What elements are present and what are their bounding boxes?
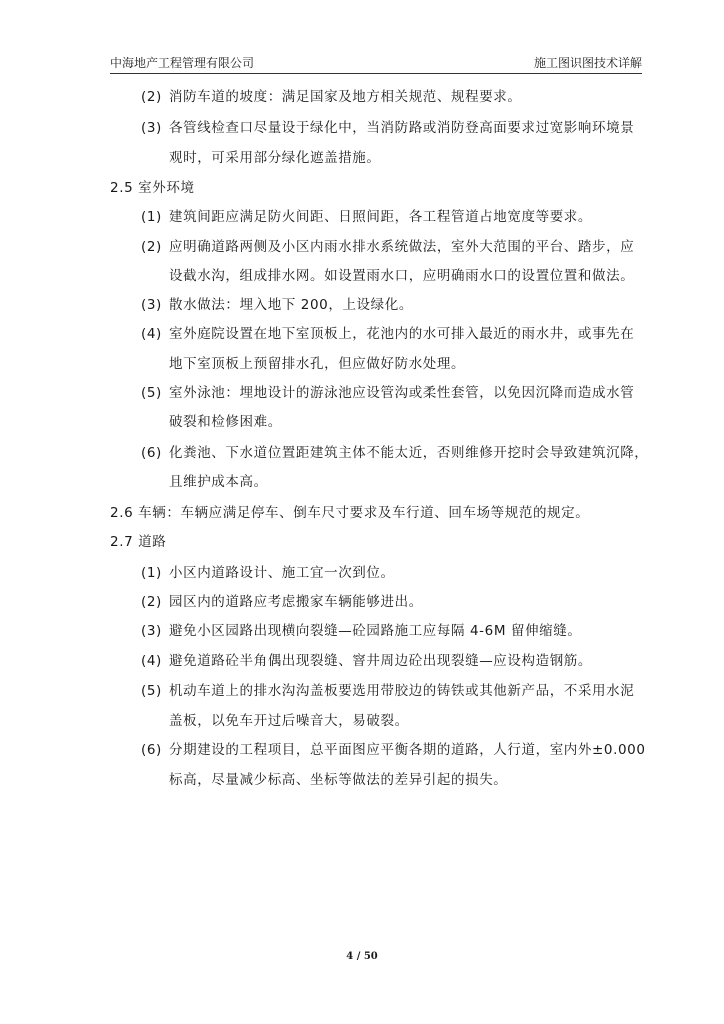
list-item: (4) 避免道路砼半角偶出现裂缝、窨井周边砼出现裂缝—应设构造钢筋。 xyxy=(141,653,592,669)
list-item: (5) 室外泳池：埋地设计的游泳池应设管沟或柔性套管，以免因沉降而造成水管 xyxy=(141,385,635,401)
list-item: (2) 园区内的道路应考虑搬家车辆能够进出。 xyxy=(141,594,423,610)
list-item: (2) 消防车道的坡度：满足国家及地方相关规范、规程要求。 xyxy=(141,89,522,105)
list-item: (6) 化粪池、下水道位置距建筑主体不能太近，否则维修开挖时会导致建筑沉降， xyxy=(141,445,649,461)
list-item: (1) 建筑间距应满足防火间距、日照间距，各工程管道占地宽度等要求。 xyxy=(141,209,592,225)
header-divider xyxy=(110,73,642,74)
company-name: 中海地产工程管理有限公司 xyxy=(110,56,255,70)
list-item-continuation: 设截水沟，组成排水网。如设置雨水口，应明确雨水口的设置位置和做法。 xyxy=(169,268,635,284)
list-item: (3) 避免小区园路出现横向裂缝—砼园路施工应每隔 4-6M 留伸缩缝。 xyxy=(141,623,582,639)
list-item: (1) 小区内道路设计、施工宜一次到位。 xyxy=(141,565,395,581)
section-heading: 2.6 车辆：车辆应满足停车、倒车尺寸要求及车行道、回车场等规范的规定。 xyxy=(110,505,590,521)
list-item: (6) 分期建设的工程项目，总平面图应平衡各期的道路，人行道，室内外±0.000 xyxy=(141,742,646,758)
list-item-continuation: 标高，尽量减少标高、坐标等做法的差异引起的损失。 xyxy=(169,772,508,788)
list-item-continuation: 观时，可采用部分绿化遮盖措施。 xyxy=(169,150,381,166)
list-item-continuation: 地下室顶板上预留排水孔，但应做好防水处理。 xyxy=(169,356,466,372)
list-item-continuation: 盖板，以免车开过后噪音大，易破裂。 xyxy=(169,713,409,729)
page-number: 4 / 50 xyxy=(346,951,378,962)
page-header xyxy=(110,52,642,72)
section-heading: 2.7 道路 xyxy=(110,534,167,550)
section-heading: 2.5 室外环境 xyxy=(110,180,195,196)
list-item: (3) 散水做法：埋入地下 200，上设绿化。 xyxy=(141,297,413,313)
list-item: (3) 各管线检查口尽量设于绿化中，当消防路或消防登高面要求过宽影响环境景 xyxy=(141,120,635,136)
document-title: 施工图识图技术详解 xyxy=(533,56,642,70)
list-item: (4) 室外庭院设置在地下室顶板上，花池内的水可排入最近的雨水井，或事先在 xyxy=(141,326,635,342)
list-item-continuation: 破裂和检修困难。 xyxy=(169,414,282,430)
list-item: (2) 应明确道路两侧及小区内雨水排水系统做法，室外大范围的平台、踏步，应 xyxy=(141,239,635,255)
list-item: (5) 机动车道上的排水沟沟盖板要选用带胶边的铸铁或其他新产品，不采用水泥 xyxy=(141,683,635,699)
list-item-continuation: 且维护成本高。 xyxy=(169,474,268,490)
